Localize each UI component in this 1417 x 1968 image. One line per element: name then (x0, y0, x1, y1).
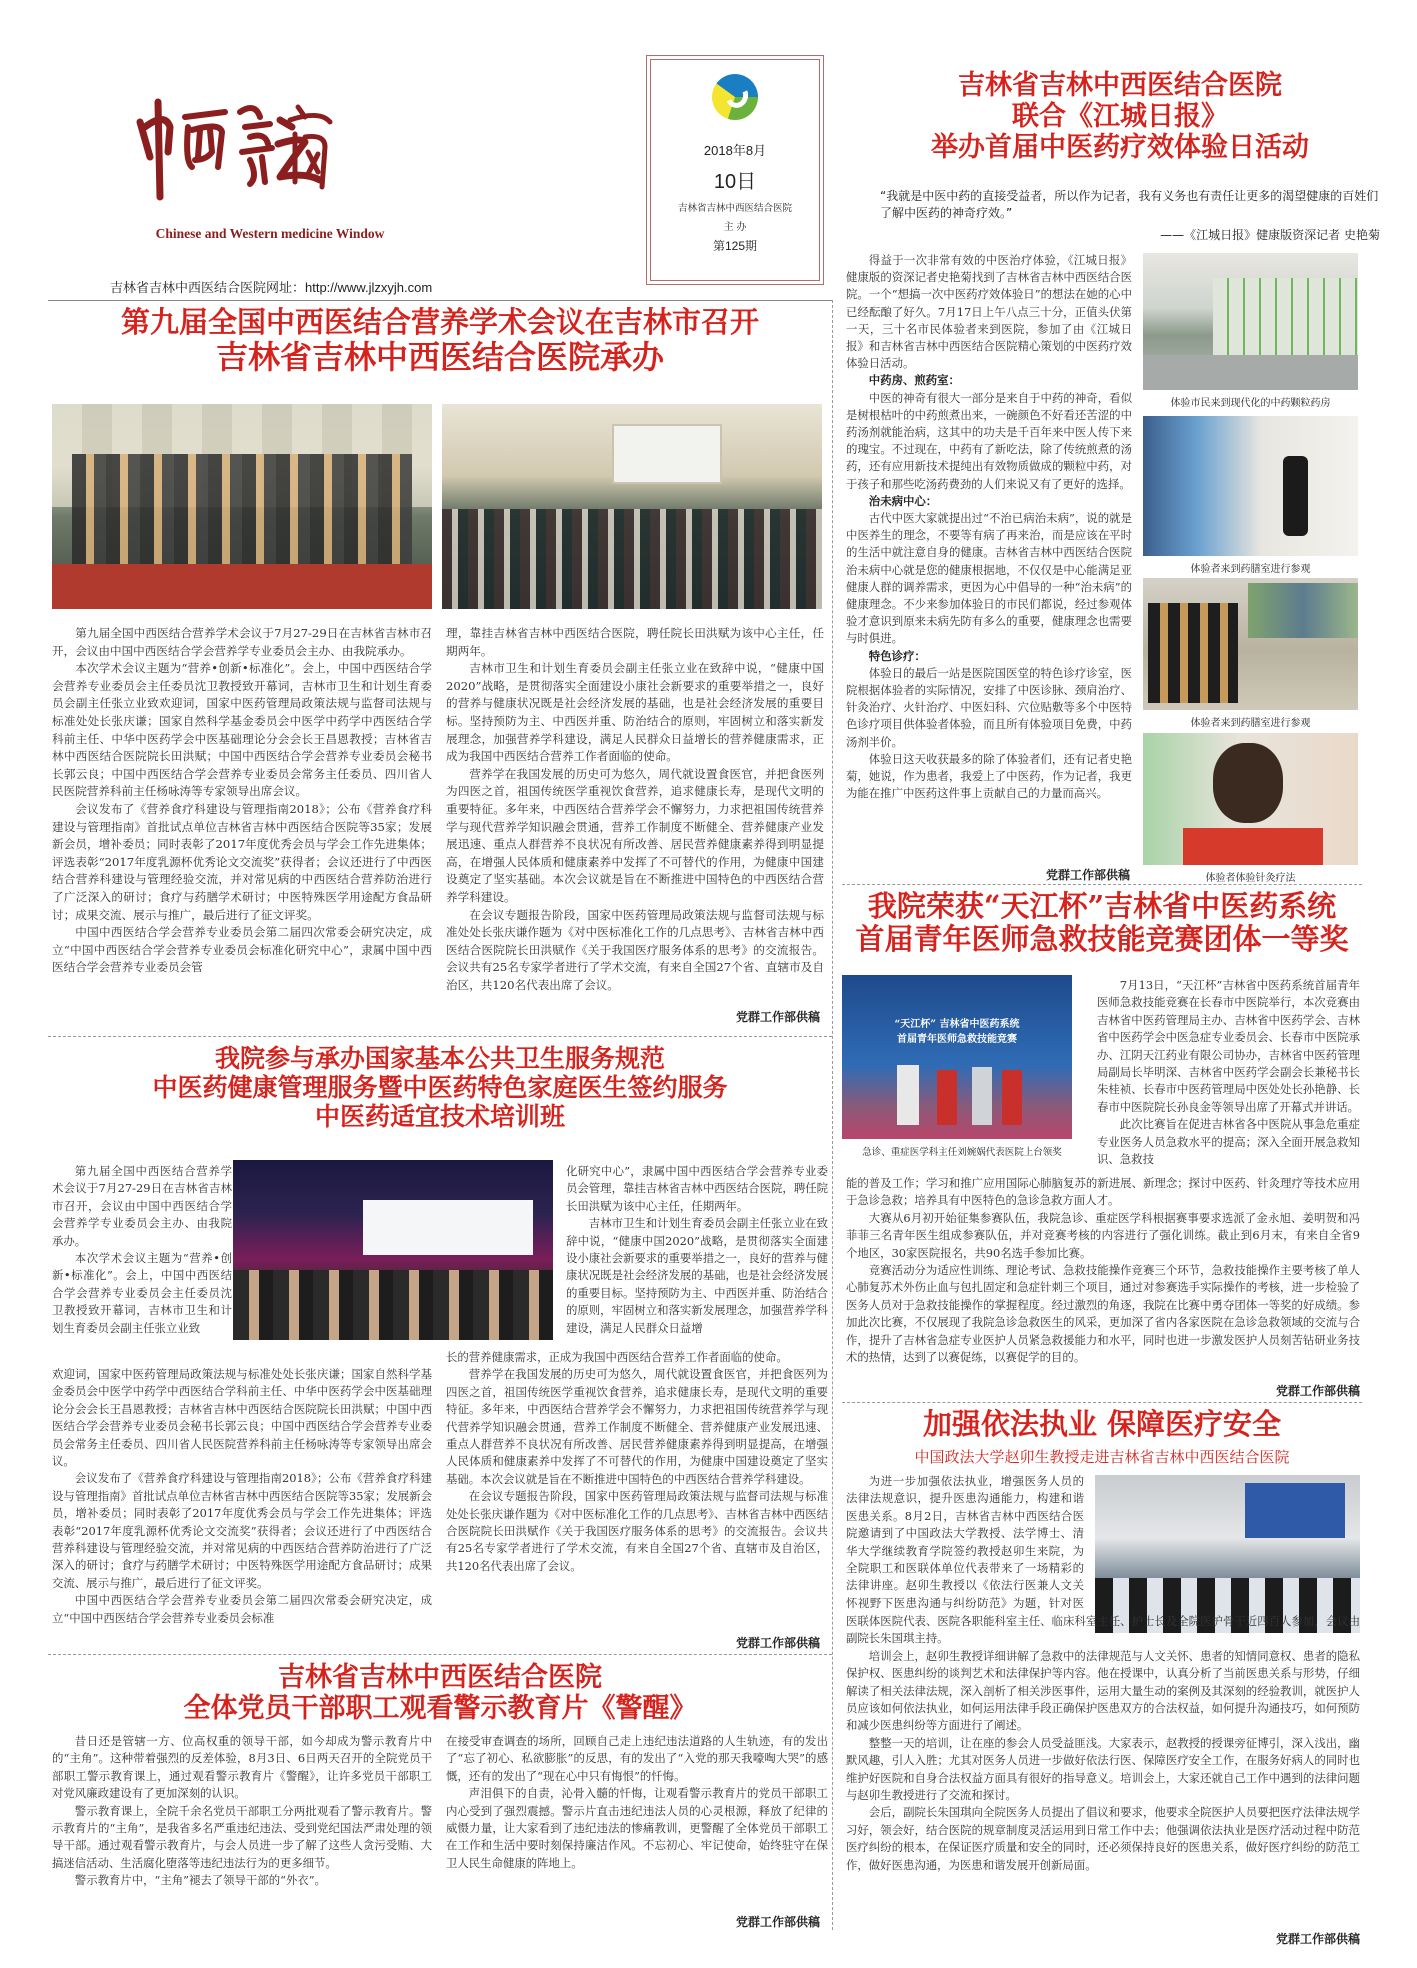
paragraph: 能的普及工作；学习和推广应用国际心肺脑复苏的新进展、新理念；探讨中医药、针灸理疗等技术应用于急诊急救；培养具有中医特色的急诊急救方面人才。 (846, 1176, 1360, 1208)
paragraph: 在会议专题报告阶段，国家中医药管理局政策法规与监督司法规与标准处处长张庆谦作题为《对中医标准化工作的几点思考》、吉林省吉林中西医结合医院院长田洪赋作《关于我国医疗服务体系的思考》的交流报告。会议共有25名专家学者进行了学术交流，有来自全国27个省、直辖市及自治区，共120名代表出席了会议。 (446, 907, 824, 992)
article4-wide (846, 1175, 1360, 1399)
divider (842, 884, 1362, 885)
article4-credit: 党群工作部供稿 (1275, 1384, 1360, 1398)
paragraph: 第九届全国中西医结合营养学术会议于7月27-29日在吉林省吉林市召开，会议由中国中西医结合学会营养学专业委员会主办、由我院承办。 (52, 1164, 232, 1248)
photo-diet-room-2 (1143, 578, 1358, 710)
article3-col-b (566, 1163, 828, 1343)
issue-date-day: 10日 (713, 171, 757, 193)
paragraph: 理，靠挂吉林省吉林中西医结合医院，聘任院长田洪赋为该中心主任，任期两年。 (446, 626, 824, 658)
article1-col2 (446, 625, 824, 1000)
photo-granule-pharmacy (1143, 253, 1358, 390)
masthead-rule (48, 300, 832, 301)
paragraph: 医联体医院代表、医院各职能科室主任、临床科室主任、护士长及全院医护骨干近四百人参加，会议由副院长朱国琪主持。 (846, 1614, 1360, 1646)
article1-title-line2: 吉林省吉林中西医结合医院承办 (215, 338, 664, 377)
article2-headline (850, 70, 1390, 163)
banner-line1: “天江杯” 吉林省中医药系统 (894, 1019, 1020, 1030)
photo-award-stage (842, 975, 1072, 1139)
article6-headline (40, 1662, 840, 1724)
divider (48, 1036, 832, 1037)
paragraph: 长的营养健康需求，正成为我国中西医结合营养工作者面临的使命。 (446, 1350, 788, 1364)
article6-col1 (52, 1733, 432, 1933)
paragraph: 培训会上，赵卯生教授详细讲解了急救中的法律规范与人文关怀、患者的知情同意权、患者的隐私保护权、医患纠纷的谈判艺术和法律保护等内容。他在授课中，认真分析了当前医患关系与形势，仔细解读了相关法律法规，深入剖析了相关涉医事件，运用大量生动的案例及其深刻的经验教训，就医护人员应该如何依法执业，如何运用法律手段正确保护医患双方的合法权益，如何提升沟通技巧，如何预防和减少医患纠纷等方面进行了阐述。 (846, 1648, 1360, 1733)
photo-award-ceremony (52, 404, 432, 609)
paragraph: 声泪俱下的自责，沁骨入髓的忏悔，让观看警示教育片的党员干部职工内心受到了强烈震撼。警示片直击违纪违法人员的心灵根源，释放了纪律的威慑力量，让大家看到了违纪违法的惨痛教训，更警醒了全体党员干部职工在工作和生活中要时刻保持廉洁作风。不忘初心、牢记使命，始终驻守在保卫人民生命健康的阵地上。 (446, 1786, 828, 1870)
paragraph: 中医的神奇有很大一部分是来自于中药的神奇，看似是树根枯叶的中药煎煮出来，一碗颜色不好看还苦涩的中药汤剂就能治病，这其中的功夫是千百年来中医人传下来的瑰宝。不过现在，中药有了新吃法，除了传统煎煮的汤药，还有应用新技术提纯出有效物质做成的颗粒中药，对于孩子和那些吃汤药费劲的人们来说又有了更好的选择。 (846, 390, 1132, 491)
photo-conference-hall (442, 404, 822, 609)
article1-col1 (52, 625, 432, 1030)
paragraph: 此次比赛旨在促进吉林省各中医院从事急危重症专业医务人员急救水平的提高；深入全面开展急救知识、急救技 (1097, 1117, 1360, 1167)
issue-sponsor-role: 主 办 (723, 222, 747, 233)
photo-law-lecture (1095, 1475, 1360, 1633)
article2-credit: 党群工作部供稿 (1045, 868, 1130, 882)
article3-col-b-wide (446, 1349, 828, 1629)
article1-headline (40, 306, 840, 376)
paragraph: 7月13日，“天江杯”吉林省中医药系统首届青年医师急救技能竞赛在长春市中医院举行，本次竞赛由吉林省中医药管理局主办、吉林省中医药学会、吉林省中医药学会中医急症专业委员会、长春市中医院承办、江阴天江药业有限公司协办，吉林省中医药管理局副局长毕明深、吉林省中医药学会副会长兼秘书长朱桂祯、长春市中医药管理局中医处处长孙艳静、长春市中医院院长孙良金等领导出席了开幕式并讲话。 (1097, 978, 1360, 1114)
paragraph: 体验日的最后一站是医院国医堂的特色诊疗诊室，医院根据体验者的实际情况，安排了中医诊脉、颈肩治疗、针灸治疗、火针治疗、中医妇科、穴位贴敷等多个中医特色诊疗项目供体验者体验，而且所有体验项目免费，中药汤剂半价。 (846, 665, 1132, 749)
paragraph: 化研究中心”，隶属中国中西医结合学会营养专业委员会管理，靠挂吉林省吉林中西医结合医院，聘任院长田洪赋为该中心主任，任期两年。 (566, 1164, 828, 1213)
issue-number: 第125期 (712, 239, 758, 253)
article6-credit: 党群工作部供稿 (735, 1915, 820, 1929)
divider (842, 1402, 1362, 1403)
banner-line2: 首届青年医师急救技能竞赛 (897, 1034, 1017, 1045)
article1-credit: 党群工作部供稿 (735, 1010, 820, 1024)
paragraph: 古代中医大家就提出过“不治已病治未病”，说的就是中医养生的理念，不要等有病了再来治，而是应该在平时的生活中就注意自身的健康。吉林省吉林中西医结合医院治未病中心就是您的健康根据地，不仅仅是中心能满足亚健康人群的调养需求，更因为心中倡导的一种“治未病”的健康理念。不少来参加体验日的市民们都说，经过参观体验才意识到原来未病先防有多么的重要，健康理念也需要与时俱进。 (846, 511, 1132, 646)
paragraph: 在会议专题报告阶段，国家中医药管理局政策法规与监督司法规与标准处处长张庆谦作题为《对中医标准化工作的几点思考》、吉林省吉林中西医结合医院院长田洪赋作《关于我国医疗服务体系的思考》的交流报告。会议共有25名专家学者进行了学术交流，有来自全国27个省、直辖市及自治区，共120名代表出席了会议。 (446, 1489, 828, 1573)
photo-diet-room-1 (1143, 416, 1358, 556)
article6-col2 (446, 1733, 828, 1913)
article2-title-line1: 吉林省吉林中西医结合医院 (958, 70, 1282, 101)
photo-caption: 体验者体验针灸疗法 (1205, 873, 1296, 884)
photo-caption: 急诊、重症医学科主任刘婉娲代表医院上台领奖 (862, 1147, 1062, 1158)
paragraph: 本次学术会议主题为“营养•创新•标准化”。会上，中国中西医结合学会营养专业委员会主任委员沈卫教授致开幕词，吉林市卫生和计划生育委员会副主任张立业致 (52, 1251, 232, 1335)
article3-col-a-wide (52, 1366, 432, 1654)
paragraph: 昔日还是管辖一方、位高权重的领导干部，如今却成为警示教育片中的“主角”。这种带着强烈的反差体验，8月3日、6日两天召开的全院党员干部职工警示教育课上，通过观看警示教育片《警醒》，让许多党员干部职工对党风廉政建设有了更加深刻的认识。 (52, 1734, 432, 1801)
article3-title-line2: 中医药健康管理服务暨中医药特色家庭医生签约服务 (152, 1072, 728, 1102)
paragraph: 会议发布了《营养食疗科建设与管理指南2018》；公布《营养食疗科建设与管理指南》首批试点单位吉林省吉林中西医结合医院等35家；发展新会员，增补委员；同时表彰了2017年度优秀会员与学会工作先进集体；评选表彰“2017年度乳源杯优秀论文交流奖”获得者；会议还进行了中西医结合营养科建设与管理经验交流，并对常见病的中西医结合营养防治进行了广泛深入的研讨；食疗与药膳学术研讨；中医特殊医学用途配方食品研讨；成果交流、展示与推广，最后进行了征文评奖。 (52, 1471, 432, 1590)
article6-title-line1: 吉林省吉林中西医结合医院 (278, 1662, 602, 1693)
article3-headline (40, 1045, 840, 1131)
hospital-logo-icon (712, 74, 758, 120)
issue-box (646, 55, 824, 285)
article2-title-line3: 举办首届中医药疗效体验日活动 (931, 132, 1309, 164)
issue-date-month: 2018年8月 (703, 143, 767, 158)
paragraph: 在接受审查调查的场所，回顾自己走上违纪违法道路的人生轨迹，有的发出了“忘了初心、私欲膨胀”的反思，有的发出了“入党的那天我嚎啕大哭”的感慨，还有的发出了“现在心中只有悔恨”的忏悔。 (446, 1734, 828, 1783)
article5-wide (846, 1613, 1360, 1931)
paragraph: 吉林市卫生和计划生育委员会副主任张立业在致辞中说，“健康中国2020”战略，是贯彻落实全面建设小康社会新要求的重要举措之一，良好的营养与健康状况既是社会经济发展的基础，也是社会经济发展的重要目标。坚持预防为主、中西医并重、防治结合的原则，牢固树立和落实新发展理念，加强营养学科建设，满足人民群众日益增长的营养健康需求，正成为我国中西医结合营养工作者面临的使命。 (446, 661, 824, 764)
paragraph: 会后，副院长朱国琪向全院医务人员提出了倡议和要求，他要求全院医护人员要把医疗法律法规学习好，领会好，结合医院的规章制度灵活运用到日常工作中去；他强调依法执业是医疗活动过程中防范医疗纠纷的根本，在保证医疗质量和安全的同时，还必须保持良好的医患关系，做好医疗纠纷的防范工作，做好医患沟通，为医患和谐发展开创新局面。 (846, 1805, 1360, 1872)
article4-side (1097, 977, 1360, 1173)
article4-title-line1: 我院荣获“天江杯”吉林省中医药系统 (867, 889, 1337, 923)
article5-headline: 加强依法执业 保障医疗安全 (922, 1407, 1282, 1441)
article3-title-line3: 中医药适宜技术培训班 (314, 1101, 565, 1131)
article5-side (846, 1473, 1084, 1613)
english-title: Chinese and Western medicine Window (155, 226, 385, 241)
paragraph: 竞赛活动分为适应性训练、理论考试、急救技能操作竞赛三个环节，急救技能操作主要考核了单人心肺复苏术外伤止血与包扎固定和急症针刺三个项目，通过对参赛选手实际操作的考核，进一步检验了医务人员对于急救技能操作的掌握程度。经过激烈的角逐，我院在比赛中勇夺团体一等奖的好成绩。参加此次比赛，不仅展现了我院急诊急救医生的风采，更加深了省内各家医院在急诊急救领域的交流与合作，提升了吉林省急症专业医护人员紧急救援能力和水平，同时也进一步激发医护人员刻苦钻研业务技术的热情，达到了以赛促练，以赛促学的目的。 (846, 1263, 1360, 1365)
website-label: 吉林省吉林中西医结合医院网址：http://www.jlzxyjh.com (110, 280, 433, 295)
article4-headline (842, 890, 1362, 957)
paragraph: 营养学在我国发展的历史可为悠久，周代就设置食医官，并把食医列为四医之首，祖国传统医学重视饮食营养，追求健康长寿，是现代文明的重要特征。多年来，中西医结合营养学会不懈努力，力求把祖国传统营养学与现代营养学知识融会贯通，营养工作制度不断健全、营养健康产业发展迅速、重点人群营养不良状况有所改善、居民营养健康素养得到明显提高，在增强人民体质和健康素养中发挥了不可替代的作用，为健康中国建设奠定了坚实基础。本次会议就是旨在不断推进中国特色的中西医结合营养学科建设。 (446, 1367, 828, 1486)
paragraph: 本次学术会议主题为“营养•创新•标准化”。会上，中国中西医结合学会营养专业委员会主任委员沈卫教授致开幕词，吉林市卫生和计划生育委员会副主任张立业致欢迎词，国家中医药管理局政策法规与监督司法规与标准处处长张庆谦；国家自然科学基金委员会中医学中药学中西医结合学科前主任、中华中医药学会中医基础理论分会会长王昌恩教授；吉林省吉林中西医结合医院院长田洪赋；中国中西医结合学会营养专业委员会秘书长郭云良；中国中西医结合学会营养专业委员会常务主任委员、四川省人民医院营养科前主任杨咏涛等专家领导出席会议。 (52, 661, 432, 799)
article1-title-line1: 第九届全国中西医结合营养学术会议在吉林市召开 (120, 305, 759, 339)
divider (48, 1654, 832, 1655)
paragraph: 中国中西医结合学会营养专业委员会第二届四次常委会研究决定，成立“中国中西医结合学会营养专业委员会标准化研究中心”，隶属中国中西医结合学会营养专业委员会管 (52, 925, 432, 975)
article3-credit: 党群工作部供稿 (735, 1636, 820, 1650)
photo-acupuncture (1143, 733, 1358, 865)
article6-title-line2: 全体党员干部职工观看警示教育片《警醒》 (183, 1693, 697, 1725)
photo-caption: 体验市民来到现代化的中药颗粒药房 (1170, 398, 1331, 409)
paragraph: 体验日这天收获最多的除了体验者们，还有记者史艳菊，她说，作为患者，我爱上了中医药，作为记者，我更为能在推广中医药这件事上贡献自己的力量而高兴。 (846, 751, 1132, 801)
paragraph: 吉林市卫生和计划生育委员会副主任张立业在致辞中说，“健康中国2020”战略，是贯彻落实全面建设小康社会新要求的重要举措之一，良好的营养与健康状况既是社会经济发展的基础，也是社会经济发展的重要目标。坚持预防为主、中西医并重、防治结合的原则，牢固树立和落实新发展理念，加强营养学科建设，满足人民群众日益增 (566, 1216, 828, 1335)
article2-quote: “我就是中医中药的直接受益者，所以作为记者，我有义务也有责任让更多的渴望健康的百姓们了解中医药的神奇疗效。” (880, 189, 1379, 220)
paragraph: 会议发布了《营养食疗科建设与管理指南2018》；公布《营养食疗科建设与管理指南》首批试点单位吉林省吉林中西医结合医院等35家；发展新会员，增补委员；同时表彰了2017年度优秀会员与学会工作先进集体；评选表彰“2017年度乳源杯优秀论文交流奖”获得者；会议还进行了中西医结合营养科建设与管理经验交流，并对常见病的中西医结合营养防治进行了广泛深入的研讨；食疗与药膳学术研讨；中医特殊医学用途配方食品研讨；成果交流、展示与推广，最后进行了征文评奖。 (52, 801, 432, 922)
paragraph: 中国中西医结合学会营养专业委员会第二届四次常委会研究决定，成立“中国中西医结合学会营养专业委员会标准 (52, 1593, 432, 1625)
article5-credit: 党群工作部供稿 (1275, 1932, 1360, 1946)
issue-sponsor: 吉林省吉林中西医结合医院 (677, 203, 792, 214)
photo-caption: 体验者来到药膳室进行参观 (1190, 718, 1311, 729)
paragraph: 警示教育片中，“主角”褪去了领导干部的“外衣”。 (74, 1873, 326, 1888)
paragraph: 营养学在我国发展的历史可为悠久，周代就设置食医官，并把食医列为四医之首，祖国传统医学重视饮食营养，追求健康长寿，是现代文明的重要特征。多年来，中西医结合营养学会不懈努力，力求把祖国传统营养学与现代营养学知识融会贯通，营养工作制度不断健全、营养健康产业发展迅速、重点人群营养不良状况有所改善、居民营养健康素养得到明显提高，在增强人民体质和健康素养中发挥了不可替代的作用，为健康中国建设奠定了坚实基础。本次会议就是旨在不断推进中国特色的中西医结合营养学科建设。 (446, 766, 824, 904)
article5-subtitle: 中国政法大学赵卯生教授走进吉林省吉林中西医结合医院 (914, 1448, 1290, 1466)
paragraph: 大赛从6月初开始征集参赛队伍，我院急诊、重症医学科根据赛事要求选派了金永旭、姜明贺和冯菲菲三名青年医生组成参赛队伍，并对竞赛考核的内容进行了强化训练。截止到6月末，有来自全省9个地区，30家医院报名，共90名选手参加比赛。 (846, 1210, 1360, 1260)
subheading: 中药房、煎药室： (868, 373, 960, 388)
article2-title-line2: 联合《江城日报》 (1012, 101, 1228, 133)
paragraph: 为进一步加强依法执业，增强医务人员的法律法规意识，提升医患沟通能力，构建和谐医患关系。8月2日，吉林省吉林中西医结合医院邀请到了中国政法大学教授、法学博士、清华大学继续教育学院签约教授赵卯生来院，为全院职工和医联体单位代表带来了一场精彩的法律讲座。赵卯生教授以《依法行医兼人文关怀视野下医患沟通与纠纷防范》为题，针对医 (846, 1474, 1084, 1610)
masthead-logo (130, 82, 340, 202)
paragraph: 警示教育课上，全院千余名党员干部职工分两批观看了警示教育片。警示教育片的“主角”，是我省多名严重违纪违法、受到党纪国法严肃处理的领导干部。通过观看警示教育片，与会人员进一步了解了这些人贪污受贿、大搞迷信活动、生活腐化堕落等违纪违法行为的更多细节。 (52, 1803, 432, 1870)
article2-quote-attribution: ——《江城日报》健康版资深记者 史艳菊 (1160, 228, 1380, 242)
subheading: 治未病中心： (868, 493, 938, 508)
photo-training-class (233, 1160, 553, 1340)
subheading: 特色诊疗： (868, 648, 926, 663)
photo-caption: 体验者来到药膳室进行参观 (1190, 564, 1311, 575)
calligraphy-logo-icon (130, 82, 340, 202)
article3-title-line1: 我院参与承办国家基本公共卫生服务规范 (214, 1044, 665, 1073)
paragraph: 欢迎词，国家中医药管理局政策法规与标准处处长张庆谦；国家自然科学基金委员会中医学中药学中西医结合学科前主任、中华中医药学会中医基础理论分会会长王昌恩教授；吉林省吉林中西医结合医院院长田洪赋；中国中西医结合学会营养专业委员会秘书长郭云良；中国中西医结合学会营养专业委员会常务主任委员、四川省人民医院营养科前主任杨咏涛等专家领导出席会议。 (52, 1367, 432, 1469)
article4-title-line2: 首届青年医师急救技能竞赛团体一等奖 (855, 922, 1349, 957)
paragraph: 第九届全国中西医结合营养学术会议于7月27-29日在吉林省吉林市召开，会议由中国中西医结合学会营养学专业委员会主办、由我院承办。 (52, 626, 432, 658)
paragraph: 得益于一次非常有效的中医治疗体验，《江城日报》健康版的资深记者史艳菊找到了吉林省吉林中西医结合医院。一个“想搞一次中医药疗效体验日”的想法在她的心中已经酝酿了好久。7月17日上午八点三十分，正值头伏第一天，三十名市民体验者来到医院，参加了由《江城日报》和吉林省吉林中西医结合医院精心策划的中医药疗效体验日活动。 (846, 253, 1132, 371)
article2-body (846, 252, 1132, 864)
article3-col-a (52, 1163, 232, 1366)
paragraph: 整整一天的培训，让在座的参会人员受益匪浅。大家表示，赵教授的授课旁征博引，深入浅出，幽默风趣，引人入胜；尤其对医务人员进一步做好依法行医、保障医疗安全工作，在服务好病人的同时也维护好医院和自身合法权益方面具有很好的指导意义。培训会上，大家还就自己工作中遇到的法律问题与赵卯生教授进行了交流和探讨。 (846, 1735, 1360, 1803)
